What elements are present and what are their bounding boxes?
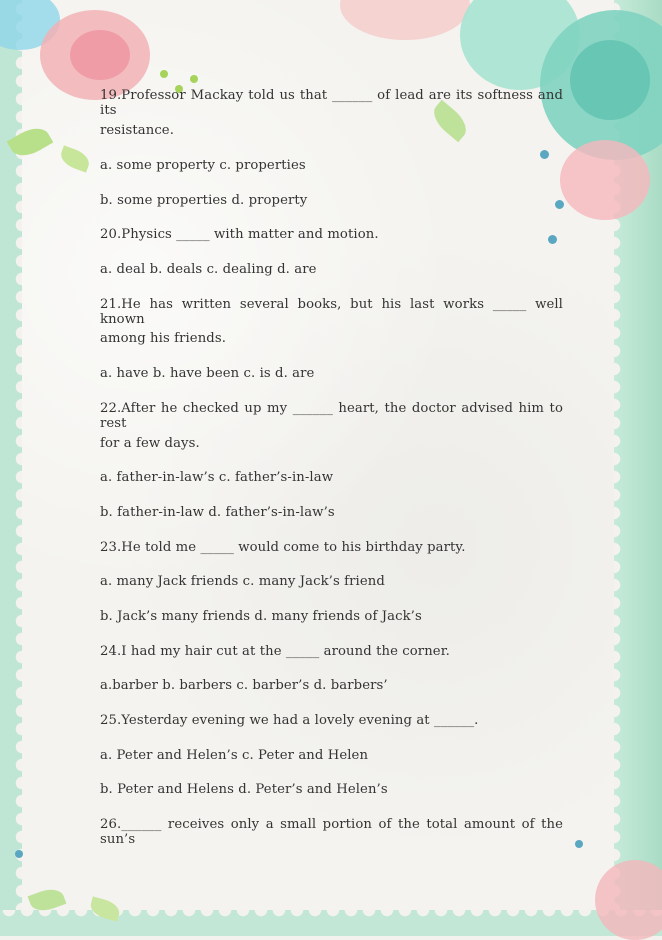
question-19-options-a: a. some property c. properties — [100, 158, 306, 173]
question-24: 24.I had my hair cut at the _____ around the corner. — [100, 644, 450, 659]
question-22-options-b: b. father-in-law d. father’s-in-law’s — [100, 505, 335, 520]
question-19-line-1: 19.Professor Mackay told us that ______ of lead are its softness and its — [100, 88, 563, 118]
question-23: 23.He told me _____ would come to his birthday party. — [100, 540, 466, 555]
question-20-options: a. deal b. deals c. dealing d. are — [100, 262, 317, 277]
question-26-line-1: 26.______ receives only a small portion of the total amount of the sun’s — [100, 817, 563, 847]
question-25-options-b: b. Peter and Helens d. Peter’s and Helen’s — [100, 782, 388, 797]
question-20: 20.Physics _____ with matter and motion. — [100, 227, 379, 242]
question-23-options-b: b. Jack’s many friends d. many friends of Jack’s — [100, 609, 422, 624]
question-19-line-2: resistance. — [100, 123, 174, 138]
question-24-options: a.barber b. barbers c. barber’s d. barbers’ — [100, 678, 388, 693]
question-25-options-a: a. Peter and Helen’s c. Peter and Helen — [100, 748, 369, 763]
question-23-options-a: a. many Jack friends c. many Jack’s friend — [100, 574, 385, 589]
question-22-line-1: 22.After he checked up my ______ heart, the doctor advised him to rest — [100, 401, 563, 431]
question-22-options-a: a. father-in-law’s c. father’s-in-law — [100, 470, 334, 485]
question-22-line-2: for a few days. — [100, 436, 200, 451]
question-25: 25.Yesterday evening we had a lovely evening at ______. — [100, 713, 479, 728]
question-21-line-2: among his friends. — [100, 331, 227, 346]
question-21-line-1: 21.He has written several books, but his last works _____ well known — [100, 297, 563, 327]
question-21-options: a. have b. have been c. is d. are — [100, 366, 315, 381]
question-19-options-b: b. some properties d. property — [100, 193, 308, 208]
